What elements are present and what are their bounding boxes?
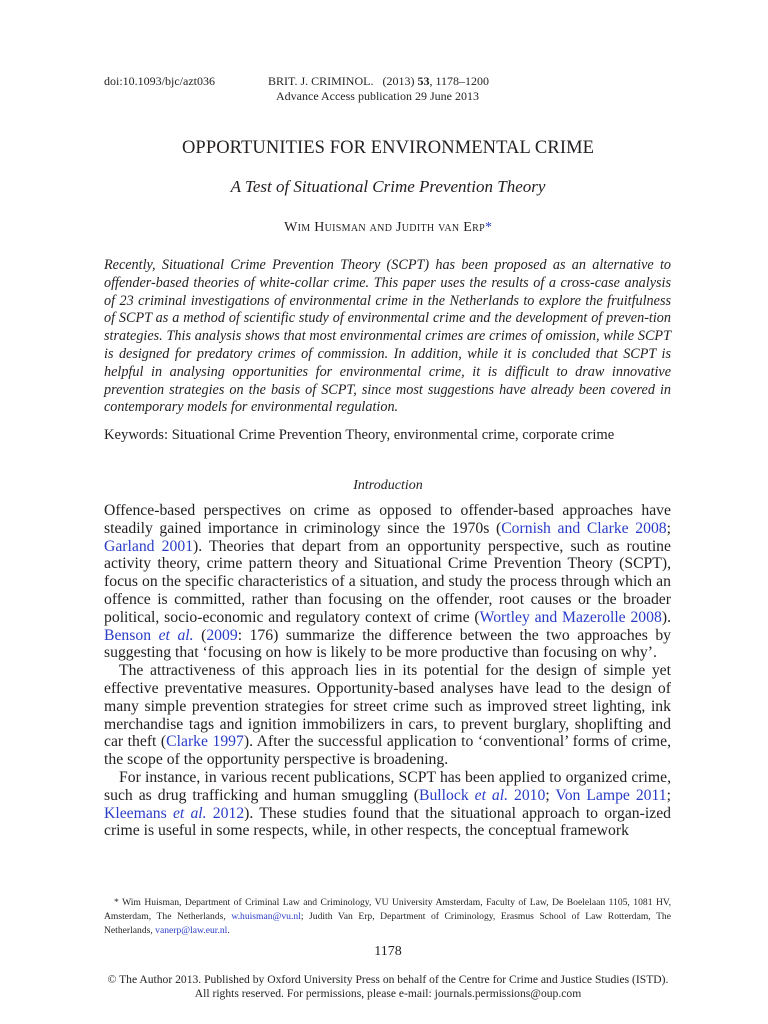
citation-link[interactable]: Wortley and Mazerolle 2008 [479, 608, 662, 626]
copyright-line: © The Author 2013. Published by Oxford University Press on behalf of the Centre for Crime and Justice Studies (ISTD). [107, 973, 669, 986]
citation-etal: et al. [158, 626, 194, 644]
text-run: ). After the successful application to ‘conventional’ forms of crime, the scope of the opportunity perspective is broadening. [104, 733, 671, 769]
text-run: ). [661, 608, 671, 626]
citation-link[interactable]: Cornish and Clarke 2008 [501, 519, 667, 537]
journal-pages: , 1178–1200 [429, 74, 490, 88]
citation-link[interactable] [104, 805, 244, 822]
text-run: ; Judith Van Erp, Department of Criminology, Erasmus School of Law Rotterdam, The Netherlands, [104, 911, 671, 936]
doi: doi:10.1093/bjc/azt036 [104, 74, 215, 88]
journal-volume: 53 [417, 74, 430, 88]
text-run: ; [666, 519, 671, 537]
text-run: ( [193, 626, 207, 644]
keywords-label: Keywords: [104, 427, 169, 443]
copyright-notice [0, 973, 768, 1001]
footnote [104, 896, 671, 938]
citation-link[interactable]: Garland 2001 [104, 537, 194, 555]
body-text [104, 502, 671, 840]
citation-etal: et al. [172, 804, 207, 822]
citation-link[interactable] [104, 627, 194, 644]
journal-citation [268, 74, 489, 89]
paragraph [104, 502, 671, 662]
paragraph [104, 662, 671, 769]
page-number: 1178 [374, 944, 402, 959]
author-line [0, 220, 768, 236]
footnote-text [104, 896, 671, 938]
citation-link[interactable]: Clarke 1997 [166, 733, 244, 751]
article-subtitle: A Test of Situational Crime Prevention Theory [230, 177, 546, 196]
text-run: ). Theories that depart from an opportunity perspective, such as routine activity theory, crime pattern theory and Situational Crime Prevention Theory (SCPT), focus on the specific characteristics of a situation, and study the process through which an offence is committed, rather than focusing on the offender, root causes or the broader political, socio-economic and regulatory context of crime ( [104, 537, 671, 626]
email-link[interactable]: vanerp@law.eur.nl [155, 925, 228, 936]
text-run: ). These studies found that the situational approach to organ-ized crime is useful in some respects, while, in other respects, the conceptual framework [104, 804, 672, 840]
text-run: The attractiveness of this approach lies in its potential for the design of simple yet effective preventative measures. Opportunity-based analyses have lead to the design of many simple prevention strategies for street crime such as improved street lighting, ink merchandise tags and ignition immobilizers in cars, to prevent burglary, shoplifting and car theft ( [104, 662, 671, 751]
text-run: ; [545, 786, 556, 804]
keywords-text: Situational Crime Prevention Theory, environmental crime, corporate crime [168, 427, 615, 443]
email-link[interactable]: w.huisman@vu.nl [231, 911, 301, 922]
citation-link[interactable]: Von Lampe 2011 [555, 786, 667, 804]
footnote-marker-link[interactable]: * [484, 220, 492, 235]
abstract: Recently, Situational Crime Prevention Theory (SCPT) has been proposed as an alternative to offender-based theories of white-collar crime. This paper uses the results of a cross-case analysis of 23 criminal investigations of environmental crime in the Netherlands to explore the fruitfulness of SCPT as a method of scientific study of environmental crime and the development of preven-tion strategies. This analysis shows that most environmental crimes are crimes of omission, while SCPT is designed for predatory crimes of commission. In addition, while it is concluded that SCPT is helpful in analysing opportunities for environmental crime, it is difficult to draw innovative prevention strategies on the basis of SCPT, since most suggestions have already been covered in contemporary models for environmental regulation. [104, 257, 671, 416]
citation-author: Benson [104, 626, 159, 644]
journal-year: (2013) [382, 74, 415, 88]
keywords [104, 426, 684, 444]
author-names: Wim Huisman and Judith van Erp [284, 220, 485, 235]
text-run: Offence-based perspectives on crime as opposed to offender-based approaches have steadily gained importance in criminology since the 1970s ( [104, 502, 671, 537]
citation-year: 2012 [206, 804, 245, 822]
citation-etal: et al. [474, 786, 509, 804]
permissions-line: All rights reserved. For permissions, please e-mail: journals.permissions@oup.com [194, 987, 582, 1000]
citation-author: Kleemans [104, 804, 173, 822]
advance-access-line: Advance Access publication 29 June 2013 [276, 89, 479, 103]
text-run: For instance, in various recent publications, SCPT has been applied to organized crime, such as drug trafficking and human smuggling ( [104, 768, 671, 804]
journal-name: BRIT. J. CRIMINOL. [268, 74, 374, 88]
text-run: : 176) summarize the difference between the two approaches by suggesting that ‘focusing on how is likely to be more productive than focusing on why’. [104, 626, 672, 662]
citation-link[interactable]: 2009 [206, 626, 238, 644]
citation-link[interactable] [419, 787, 545, 804]
text-run: * Wim Huisman, Department of Criminal Law and Criminology, VU University Amsterdam, Faculty of Law, De Boelelaan 1105, 1081 HV, Amsterdam, The Netherlands, [104, 897, 671, 922]
text-run: ; [666, 786, 671, 804]
citation-author: Bullock [418, 786, 475, 804]
article-title: OPPORTUNITIES FOR ENVIRONMENTAL CRIME [181, 138, 595, 158]
text-run: . [227, 925, 230, 936]
section-heading: Introduction [353, 478, 423, 493]
citation-year: 2010 [508, 786, 546, 804]
paragraph [104, 769, 671, 840]
